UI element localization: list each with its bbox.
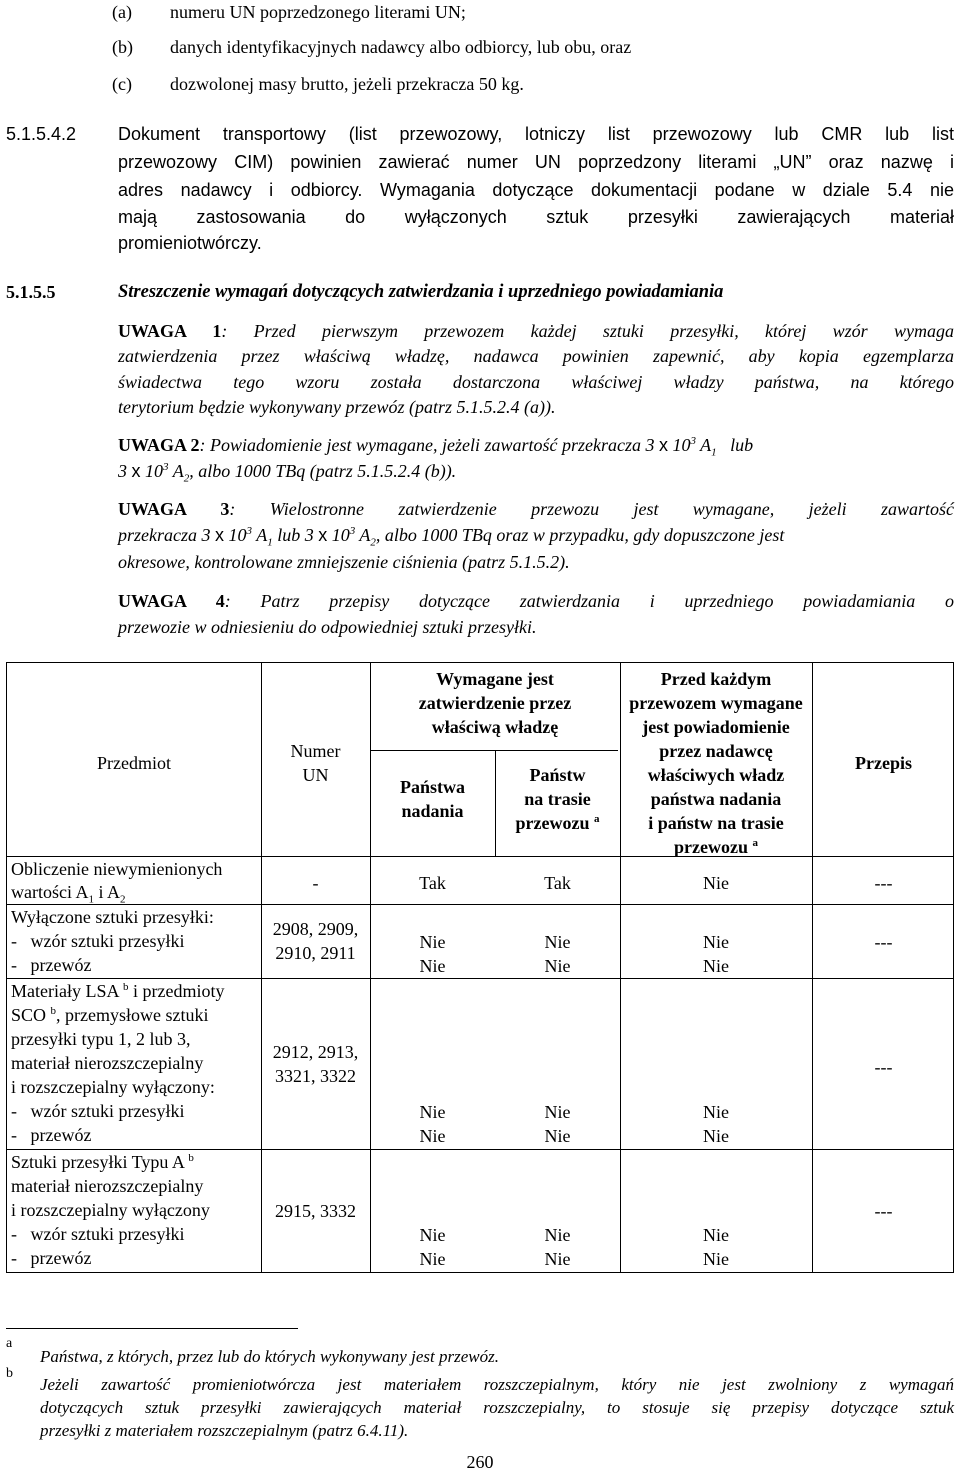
item-line: przesyłki typu 1, 2 lub 3, bbox=[11, 1029, 191, 1049]
paragraph-line: adres nadawcy i odbiorcy. Wymagania dotyczące dokumentacji podane w dziale 5.4 nie bbox=[118, 180, 954, 200]
item-line: i rozszczepialny wyłączony: bbox=[11, 1077, 215, 1097]
header-line: właściwych władz bbox=[647, 765, 785, 785]
paragraph-line: promieniotwórczy. bbox=[118, 233, 262, 253]
cell-nadania bbox=[370, 1100, 495, 1148]
exponent: 3 bbox=[690, 435, 696, 447]
note-label: UWAGA 3 bbox=[118, 499, 230, 519]
header-line: przewozem wymagane bbox=[629, 693, 803, 713]
header-line: Przed każdym bbox=[660, 669, 772, 689]
list-item-label-a: (a) bbox=[112, 2, 132, 22]
cell-powiadomienie bbox=[620, 1100, 812, 1148]
value-line: Nie bbox=[544, 1225, 571, 1245]
value-line: Nie bbox=[419, 956, 446, 976]
note-label: UWAGA 4 bbox=[118, 591, 225, 611]
value-line: Nie bbox=[703, 1126, 729, 1146]
cell-trasa bbox=[495, 930, 620, 978]
footnote-b-line: Jeżeli zawartość promieniotwórcza jest materiałem rozszczepialnym, który nie jest zwolniony z wymagań bbox=[40, 1375, 954, 1394]
cell-trasa bbox=[495, 1100, 620, 1148]
table-row-item bbox=[11, 905, 261, 977]
exponent: 3 bbox=[246, 525, 252, 537]
footnote-mark-b: b bbox=[6, 1366, 13, 1381]
times-sign: x bbox=[131, 461, 141, 481]
header-line: Wymagane jest bbox=[436, 669, 554, 689]
item-line: materiał nierozszczepialny bbox=[11, 1176, 204, 1196]
item-line: Materiały LSA bbox=[11, 981, 119, 1001]
un-line: 3321, 3322 bbox=[275, 1066, 356, 1086]
page-number: 260 bbox=[466, 1452, 494, 1472]
note-text: przewozie w odniesieniu do odpowiedniej sztuki przesyłki. bbox=[118, 617, 537, 637]
value-line: Nie bbox=[544, 1126, 571, 1146]
cell-trasa: Tak bbox=[544, 873, 571, 893]
header-line: jest powiadomienie bbox=[642, 717, 790, 737]
subscript: 1 bbox=[267, 536, 273, 549]
cell-przepis: --- bbox=[874, 1057, 893, 1077]
item-line: Obliczenie niewymienionych bbox=[11, 859, 223, 879]
header-line: na trasie bbox=[524, 789, 591, 809]
subscript: 2 bbox=[183, 472, 190, 485]
note-text: lub bbox=[730, 435, 754, 455]
paragraph-line: przewozowy CIM) powinien zawierać numer UN poprzedzony literami „UN” oraz nazwę i bbox=[118, 152, 954, 172]
cell-un: 2915, 3332 bbox=[275, 1201, 356, 1221]
item-line: i przedmioty bbox=[132, 981, 225, 1001]
header-przed-kazdym bbox=[620, 667, 812, 859]
row-divider bbox=[370, 750, 618, 751]
item-line: - przewóz bbox=[11, 1125, 92, 1145]
header-line: przez nadawcę bbox=[659, 741, 773, 761]
list-item-text-a: numeru UN poprzedzonego literami UN; bbox=[170, 2, 466, 22]
footnote-b-line: dotyczących sztuk przesyłki zawierających materiał rozszczepialny, to stosuje się przepisy dotyczące sztuk bbox=[40, 1398, 954, 1417]
value-line: Nie bbox=[544, 1102, 571, 1122]
note-label: UWAGA 2 bbox=[118, 435, 200, 455]
note-text: świadectwa tego wzoru została dostarczona właściwej władzy państwa, na którego bbox=[118, 372, 954, 392]
un-line: 2908, 2909, bbox=[272, 919, 359, 939]
cell-przepis: --- bbox=[874, 932, 893, 952]
value-line: Nie bbox=[703, 1249, 729, 1269]
note-text: 3 bbox=[118, 461, 127, 481]
symbol-a: A bbox=[359, 525, 371, 545]
footnote-ref: a bbox=[593, 813, 600, 825]
value-line: Nie bbox=[544, 932, 571, 952]
header-przedmiot: Przedmiot bbox=[97, 753, 171, 773]
section-heading: Streszczenie wymagań dotyczących zatwierdzania i uprzedniego powiadamiania bbox=[118, 282, 724, 302]
item-line: - wzór sztuki przesyłki bbox=[11, 1224, 185, 1244]
footnote-separator bbox=[6, 1328, 298, 1329]
value-line: Nie bbox=[419, 932, 446, 952]
header-line: Państwa bbox=[399, 777, 465, 797]
cell-un: - bbox=[312, 873, 319, 893]
subscript: 1 bbox=[711, 446, 717, 459]
symbol-a: A bbox=[700, 435, 712, 455]
header-numer-un bbox=[261, 739, 370, 787]
item-line: Sztuki przesyłki Typu A bbox=[11, 1152, 184, 1172]
subscript: 2 bbox=[120, 893, 126, 906]
header-panstwa-nadania bbox=[370, 775, 495, 823]
cell-przepis: --- bbox=[874, 873, 893, 893]
note-text: przekracza 3 bbox=[118, 525, 211, 545]
item-line: materiał nierozszczepialny bbox=[11, 1053, 204, 1073]
cell-trasa bbox=[495, 1223, 620, 1271]
item-line: - wzór sztuki przesyłki bbox=[11, 931, 185, 951]
power-base: 10 bbox=[228, 525, 247, 545]
footnote-ref: b bbox=[188, 1152, 194, 1164]
item-line: - wzór sztuki przesyłki bbox=[11, 1101, 185, 1121]
exponent: 3 bbox=[349, 525, 356, 537]
list-item-text-c: dozwolonej masy brutto, jeżeli przekracza 50 kg. bbox=[170, 74, 524, 94]
value-line: Nie bbox=[419, 1225, 446, 1245]
times-sign: x bbox=[658, 435, 668, 455]
power-base: 10 bbox=[331, 525, 350, 545]
header-line: nadania bbox=[401, 801, 464, 821]
item-line: - przewóz bbox=[11, 1248, 92, 1268]
cell-powiadomienie bbox=[620, 930, 812, 978]
note-text: lub 3 bbox=[277, 525, 314, 545]
item-line: SCO bbox=[11, 1005, 47, 1025]
header-przepis: Przepis bbox=[855, 753, 912, 773]
value-line: Nie bbox=[703, 956, 729, 976]
symbol-a: A bbox=[256, 525, 268, 545]
value-line: Nie bbox=[703, 1225, 729, 1245]
list-item-text-b: danych identyfikacyjnych nadawcy albo odbiorcy, lub obu, oraz bbox=[170, 37, 632, 57]
value-line: Nie bbox=[544, 956, 571, 976]
cell-nadania bbox=[370, 930, 495, 978]
cell-przepis: --- bbox=[874, 1201, 893, 1221]
power-base: 10 bbox=[672, 435, 691, 455]
list-item-label-c: (c) bbox=[112, 74, 132, 94]
item-line: - przewóz bbox=[11, 955, 92, 975]
item-line: i A bbox=[98, 882, 120, 902]
table-row-item bbox=[11, 858, 261, 904]
subscript: 2 bbox=[370, 536, 376, 549]
value-line: Nie bbox=[419, 1102, 446, 1122]
header-panstw-na-trasie bbox=[495, 763, 620, 835]
header-line: zatwierdzenie przez bbox=[418, 693, 572, 713]
footnote-ref: a bbox=[752, 837, 758, 849]
header-line: przewozu bbox=[674, 837, 748, 857]
header-line: przewozu bbox=[515, 813, 590, 833]
item-line: , przemysłowe sztuki bbox=[56, 1005, 209, 1025]
cell-un bbox=[261, 1040, 370, 1088]
note-text: , albo 1000 TBq (patrz 5.1.5.2.4 (b)). bbox=[189, 461, 457, 481]
note-text: : Powiadomienie jest wymagane, jeżeli zawartość przekracza 3 bbox=[199, 435, 655, 455]
un-line: 2912, 2913, bbox=[272, 1042, 359, 1062]
list-item-label-b: (b) bbox=[112, 37, 133, 57]
table-row-item bbox=[11, 979, 261, 1147]
value-line: Nie bbox=[419, 1126, 446, 1146]
requirements-table bbox=[6, 662, 954, 1273]
header-line: i państw na trasie bbox=[648, 813, 784, 833]
header-line: Numer bbox=[290, 741, 341, 761]
header-line: państwa nadania bbox=[650, 789, 782, 809]
value-line: Nie bbox=[703, 932, 729, 952]
note-text: terytorium będzie wykonywany przewóz (patrz 5.1.5.2.4 (a)). bbox=[118, 397, 556, 417]
note-text: : Przed pierwszym przewozem każdej sztuki przesyłki, której wzór wymaga bbox=[221, 321, 954, 341]
item-line: wartości A bbox=[11, 882, 89, 902]
header-line: Państw bbox=[529, 765, 586, 785]
symbol-a: A bbox=[172, 461, 184, 481]
times-sign: x bbox=[318, 525, 328, 545]
note-text: zatwierdzenia przez właściwą władzę, nadawca powinien zapewnić, aby kopia egzemplarza bbox=[118, 346, 954, 366]
subscript: 1 bbox=[88, 893, 94, 906]
cell-nadania: Tak bbox=[419, 873, 446, 893]
paragraph-line: mają zastosowania do wyłączonych sztuk przesyłki zawierających materiał bbox=[118, 207, 954, 227]
section-number: 5.1.5.5 bbox=[6, 282, 56, 302]
note-text: : Wielostronne zatwierdzenie przewozu jest wymagane, jeżeli zawartość bbox=[229, 499, 954, 519]
cell-powiadomienie: Nie bbox=[703, 873, 729, 893]
note-text: okresowe, kontrolowane zmniejszenie ciśnienia (patrz 5.1.5.2). bbox=[118, 552, 570, 572]
note-text: : Patrz przepisy dotyczące zatwierdzania i uprzedniego powiadamiania o bbox=[224, 591, 954, 611]
footnote-a-text: Państwa, z których, przez lub do których wykonywany jest przewóz. bbox=[40, 1347, 499, 1366]
footnote-mark-a: a bbox=[6, 1336, 13, 1351]
cell-un bbox=[261, 917, 370, 965]
cell-nadania bbox=[370, 1223, 495, 1271]
header-line: właściwą władzę bbox=[431, 717, 559, 737]
power-base: 10 bbox=[145, 461, 163, 481]
times-sign: x bbox=[215, 525, 224, 545]
paragraph-line: Dokument transportowy (list przewozowy, lotniczy list przewozowy lub CMR lub list bbox=[118, 124, 954, 144]
footnote-ref: b bbox=[50, 1005, 57, 1017]
section-number: 5.1.5.4.2 bbox=[6, 124, 77, 144]
footnote-b-line: przesyłki z materiałem rozszczepialnym (patrz 6.4.11). bbox=[40, 1421, 409, 1440]
item-line: i rozszczepialny wyłączony bbox=[11, 1200, 210, 1220]
value-line: Nie bbox=[544, 1249, 571, 1269]
cell-powiadomienie bbox=[620, 1223, 812, 1271]
note-text: , albo 1000 TBq oraz w przypadku, gdy dopuszczone jest bbox=[375, 525, 785, 545]
header-line: UN bbox=[302, 765, 329, 785]
un-line: 2910, 2911 bbox=[275, 943, 356, 963]
header-wymagane bbox=[370, 667, 620, 739]
exponent: 3 bbox=[163, 461, 169, 473]
footnote-ref: b bbox=[122, 981, 129, 993]
note-label: UWAGA 1 bbox=[118, 321, 222, 341]
item-line: Wyłączone sztuki przesyłki: bbox=[11, 907, 214, 927]
table-row-item bbox=[11, 1150, 261, 1270]
value-line: Nie bbox=[703, 1102, 729, 1122]
value-line: Nie bbox=[419, 1249, 446, 1269]
